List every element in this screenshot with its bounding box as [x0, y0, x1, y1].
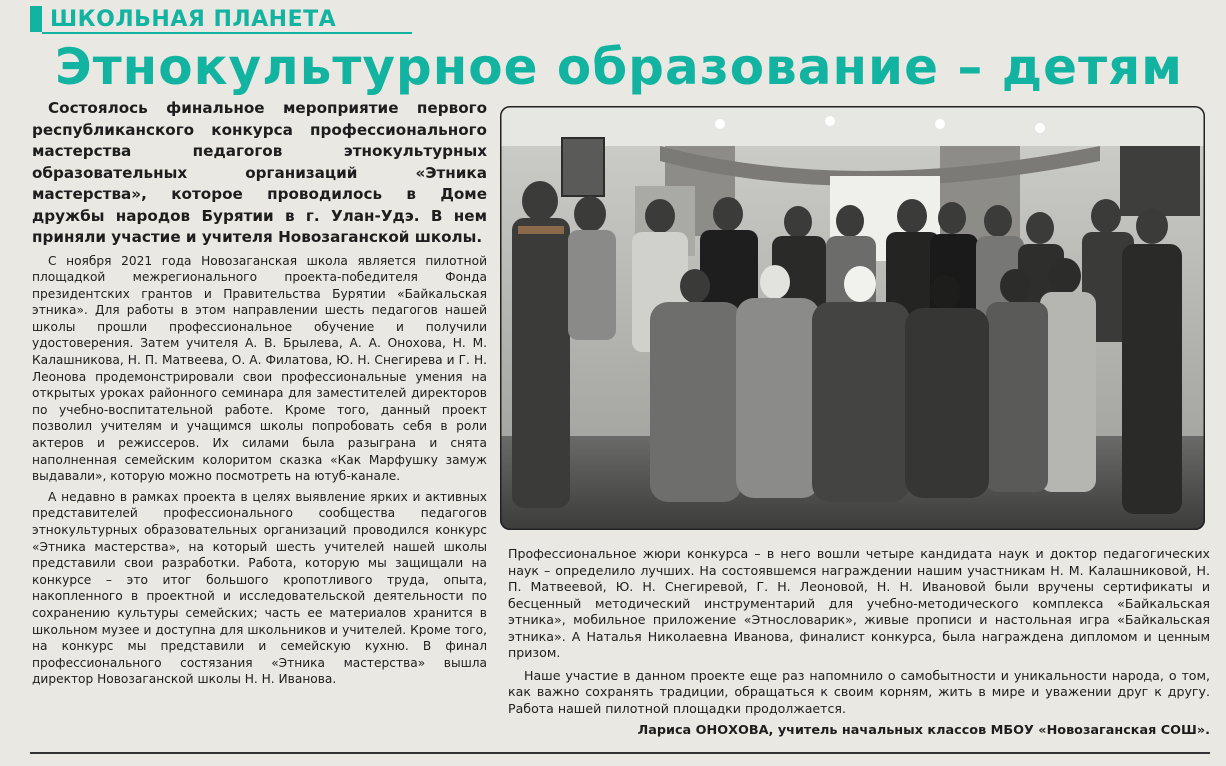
- article-right-column: [508, 546, 1210, 756]
- article-lead: Состоялось финальное мероприятие первого республиканского конкурса профессионального мастерства педагогов этнокультурных образовательных организаций «Этника мастерства», которое проводилось в Доме дружбы народов Бурятии в г. Улан-Удэ. В нем приняли участие и учителя Новозаганской школы.: [32, 99, 487, 246]
- group-photo-illustration: [500, 106, 1205, 530]
- author-signature: Лариса ОНОХОВА, учитель начальных классов МБОУ «Новозаганская СОШ».: [637, 723, 1210, 738]
- rubric-marker: [30, 6, 42, 32]
- bottom-divider: [30, 752, 1210, 754]
- group-photo: [500, 106, 1205, 530]
- article-paragraph-3: Профессиональное жюри конкурса – в него вошли четыре кандидата наук и доктор педагогических наук – определило лучших. На состоявшемся награждении нашим участникам Н. М. Калашниковой, Н. П. Матвеевой, Ю. Н. Снегиревой, Г. Н. Леоновой, Н. Н. Ивановой были вручены сертификаты и бесценный методический инструментарий для учебно-методического комплекса «Байкальская этника», мобильное приложение «Этнословарик», живые прописи и настольная игра «Байкальская этника». А Наталья Николаевна Иванова, финалист конкурса, была награждена дипломом и ценным призом.: [508, 546, 1210, 660]
- article-paragraph-2: А недавно в рамках проекта в целях выявление ярких и активных представителей профессионального сообщества педагогов этнокультурных образовательных организаций проводился конкурс «Этника мастерства», на который шесть учителей нашей школы представили свои разработки. Работа, которую мы защищали на конкурсе – это итог большого кропотливого труда, опыта, накопленного в проектной и исследовательской деятельности по сохранению культуры семейских; часть ее материалов хранится в школьном музее и доступна для школьников и учителей. Кроме того, на конкурс мы представили и семейскую кухню. В финал профессионального состязания «Этника мастерства» вышла директор Новозаганской школы Н. Н. Иванова.: [32, 489, 487, 687]
- section-rubric: [30, 4, 410, 34]
- rubric-underline: [42, 32, 412, 34]
- article-left-column: [32, 98, 487, 738]
- article-closing: Наше участие в данном проекте еще раз напомнило о самобытности и уникальности народа, о том, как важно сохранять традиции, обращаться к своим корням, жить в мире и уважении друг к другу. Работа нашей пилотной площадки продолжается.: [508, 667, 1210, 716]
- article-headline: Этнокультурное образование – детям: [55, 38, 1184, 96]
- section-label: ШКОЛЬНАЯ ПЛАНЕТА: [50, 6, 337, 32]
- article-paragraph-1: С ноября 2021 года Новозаганская школа является пилотной площадкой межрегионального проекта-победителя Фонда президентских грантов и Правительства Бурятии «Байкальская этника». Для работы в этом направлении шесть педагогов нашей школы прошли профессиональное обучение и получили удостоверения. Затем учителя А. В. Брылева, А. А. Онохова, Н. М. Калашникова, Н. П. Матвеева, О. А. Филатова, Ю. Н. Снегирева и Г. Н. Леонова продемонстрировали свои профессиональные умения на открытых уроках районного семинара для заместителей директоров по учебно-воспитательной работе. Кроме того, данный проект позволил учителям и учащимся школы попробовать себя в роли актеров и режиссеров. Их силами была разыграна и снята наполненная семейским колоритом сказка «Как Марфушку замуж выдавали», которую можно посмотреть на ютуб-канале.: [32, 253, 487, 484]
